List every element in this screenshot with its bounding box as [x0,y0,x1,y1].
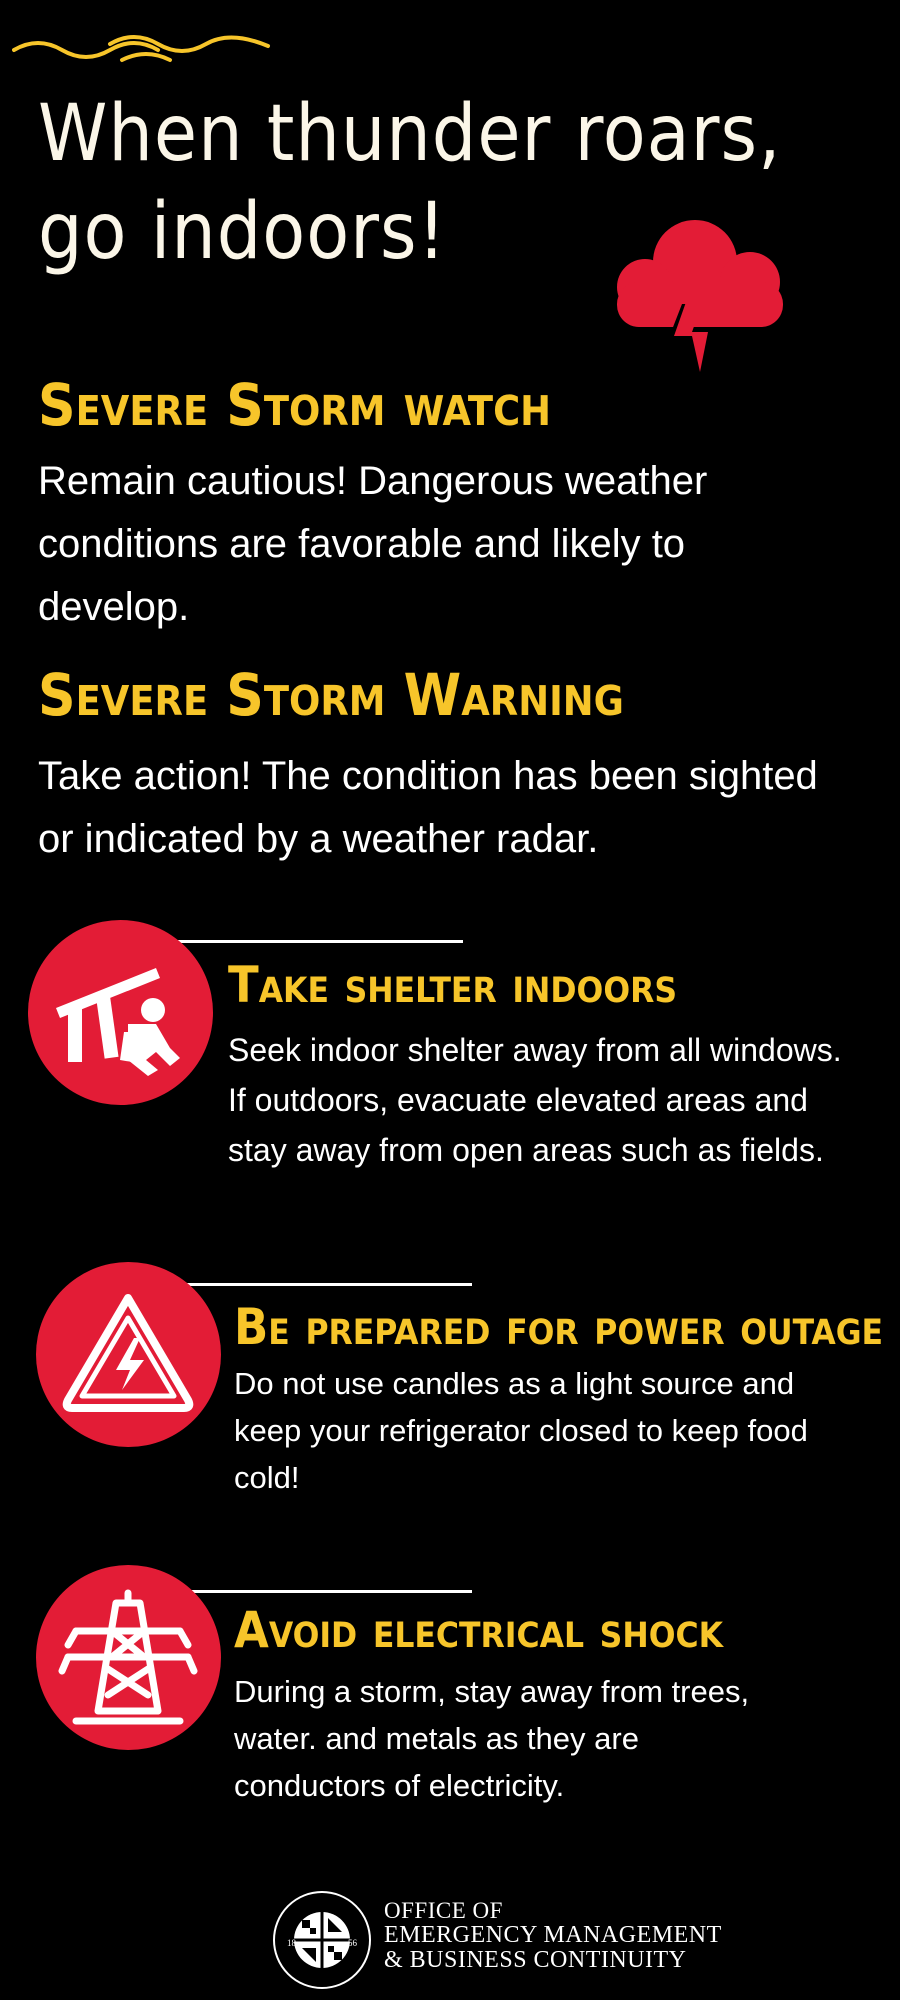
watch-text: Remain cautious! Dangerous weather conditions are favorable and likely to develop. [38,459,708,629]
footer-line: OFFICE OF [384,1898,503,1923]
tip-text: During a storm, stay away from trees, water. and metals as they are conductors of electricity. [234,1674,750,1803]
tip-heading: Avoid electrical shock [234,1601,723,1659]
power-warning-icon-circle [36,1262,221,1447]
warning-text: Take action! The condition has been sighted or indicated by a weather radar. [38,754,818,861]
power-tower-icon [36,1565,221,1750]
shelter-icon-circle [28,920,213,1105]
tip-heading: Take shelter indoors [228,956,678,1014]
storm-cloud-icon [600,212,800,377]
tip-heading: Be prepared for power outage [234,1298,884,1356]
university-seal-logo [270,1888,374,1992]
wave-decoration [12,20,272,70]
footer-office-name [384,1898,722,1973]
footer-line: EMERGENCY MANAGEMENT [384,1922,722,1948]
power-tower-icon-circle [36,1565,221,1750]
watch-heading: Severe Storm watch [38,371,552,439]
shelter-icon [28,920,213,1105]
power-warning-icon [36,1262,221,1447]
footer-line: & BUSINESS CONTINUITY [384,1947,687,1973]
svg-text:56: 56 [348,1938,357,1948]
warning-heading: Severe Storm Warning [38,661,624,729]
tip-text: Seek indoor shelter away from all windows. If outdoors, evacuate elevated areas and stay away from open areas such as fields. [228,1032,842,1168]
page-title: When thunder roars, go indoors! [38,89,782,277]
tip-text: Do not use candles as a light source and keep your refrigerator closed to keep food cold! [234,1366,808,1495]
svg-text:18: 18 [287,1938,296,1948]
